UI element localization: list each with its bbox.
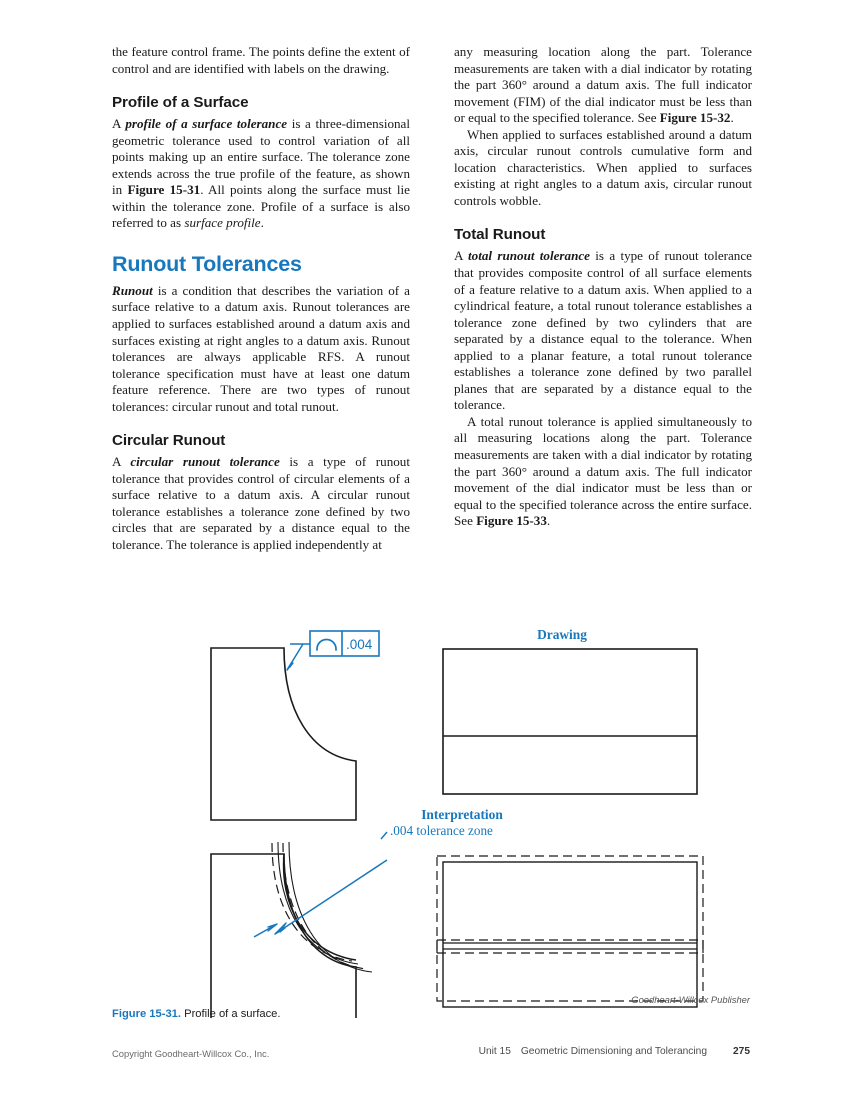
- figure-credit: Goodheart-Willcox Publisher: [631, 994, 750, 1005]
- drawing-side-view: [443, 627, 697, 794]
- text-run: is a three-dimensional geometric tolerance used to control variation of all points making up an entire surface. The tolerance zone extends across the true profile of the feature, as shown in: [112, 116, 411, 198]
- heading-circular-runout: Circular Runout: [112, 432, 226, 450]
- left-column: [112, 44, 410, 554]
- figure-15-31-illustration: [0, 618, 862, 1018]
- figure-reference-15-32: Figure 15-32: [659, 110, 731, 126]
- footer-page-number: 275: [733, 1046, 750, 1057]
- footer-running-head: [479, 1046, 750, 1057]
- heading-runout-tolerances: Runout Tolerances: [112, 251, 302, 276]
- text-run: A: [112, 116, 126, 132]
- text-run: any measuring location along the part. Tolerance measurements are taken with a dial indicator by rotating the part 360° around a datum axis. The full indicator movement (FIM) of the dial indicator must be less than or equal to the specified tolerance. See: [454, 44, 752, 126]
- tolerance-leader-line: [275, 860, 387, 934]
- tolerance-zone-label-tick: [381, 832, 387, 839]
- paragraph-total-runout-applied: [454, 414, 752, 530]
- footer-copyright: Copyright Goodheart-Willcox Co., Inc.: [112, 1048, 270, 1059]
- fcf-tolerance-value: .004: [346, 637, 373, 652]
- paragraph-runout: [112, 283, 410, 415]
- figure-svg: [0, 618, 862, 1018]
- footer-unit: Unit 15: [478, 1046, 511, 1057]
- right-column: [454, 44, 752, 530]
- text-run: . All points along the surface must lie within the tolerance zone. Profile of a surface is also referred to as: [112, 182, 410, 231]
- text-run: A: [112, 454, 131, 470]
- feature-control-frame-group: [287, 631, 379, 670]
- text-run: .: [260, 215, 264, 231]
- part-outline-drawing: [211, 648, 356, 820]
- paragraph-total-runout: [454, 248, 752, 413]
- term-profile-of-a-surface-tolerance: profile of a surface tolerance: [125, 116, 288, 132]
- text-run: A total runout tolerance is applied simultaneously to all measuring locations along the part. Tolerance measurements are taken with a dial indicator by rotating the part 360° around a datum axis. The full indicator movement of the dial indicator must be less than or equal to the specified tolerance across the entire surface. See: [454, 413, 752, 529]
- paragraph-continued-right: [454, 44, 752, 127]
- drawing-side-outline: [443, 649, 697, 794]
- figure-caption-text: Profile of a surface.: [181, 1008, 281, 1020]
- label-drawing: Drawing: [537, 627, 587, 642]
- term-surface-profile: surface profile: [184, 215, 261, 231]
- drawing-front-view: [211, 648, 356, 820]
- text-run: .: [730, 110, 734, 126]
- figure-reference-15-33: Figure 15-33: [476, 513, 547, 529]
- text-run: .: [546, 513, 551, 529]
- label-tolerance-zone: .004 tolerance zone: [390, 823, 493, 838]
- figure-caption: [112, 1008, 281, 1020]
- footer-title: Geometric Dimensioning and Tolerancing: [520, 1046, 707, 1057]
- label-interpretation: Interpretation: [421, 807, 503, 822]
- term-circular-runout-tolerance: circular runout tolerance: [130, 454, 280, 470]
- leader-arrowhead: [287, 662, 293, 670]
- text-run: A: [454, 248, 469, 264]
- interpretation-side-view: [437, 856, 703, 1007]
- figure-reference-15-31: Figure 15-31: [127, 182, 201, 198]
- figure-caption-number: Figure 15-31.: [112, 1008, 182, 1020]
- text-run: is a type of runout tolerance that provides composite control of all surface elements of a feature relative to a datum axis. When applied to a cylindrical feature, a total runout tolerance establishes a tolerance zone defined by two cylinders that are separated by a distance equal to the tolerance. When applied to a planar feature, a total runout tolerance establishes a tolerance zone defined by two parallel planes that are separated by a distance equal to the tolerance.: [454, 248, 752, 413]
- paragraph-continued-left: the feature control frame. The points define the extent of control and are identified with labels on the drawing.: [112, 44, 410, 76]
- text-run: is a condition that describes the variation of a surface relative to a datum axis. Runout tolerances are applied to surfaces established around a datum axis and surfaces existing at right angles to a datum axis. Runout tolerances are always applicable RFS. A runout tolerance specification must have at least one datum feature reference. There are two types of runout tolerances: circular runout and total runout.: [112, 282, 410, 414]
- heading-profile-of-a-surface: Profile of a Surface: [112, 94, 249, 112]
- text-columns: [112, 44, 752, 634]
- interpretation-front-view: [211, 842, 387, 1018]
- paragraph-when-applied: When applied to surfaces established around a datum axis, circular runout controls cumulative form and location characteristics. When applied to surfaces existing at right angles to a datum axis, circular runout controls wobble.: [454, 126, 752, 208]
- text-run: is a type of runout tolerance that provides control of circular elements of a surface relative to a datum axis. A circular runout tolerance establishes a tolerance zone defined by two circles that are separated by a distance equal to the tolerance. The tolerance is applied independently at: [112, 454, 410, 553]
- interpretation-side-outline: [443, 862, 697, 1007]
- interpretation-labels: [381, 807, 503, 839]
- heading-total-runout: Total Runout: [454, 226, 546, 244]
- term-total-runout-tolerance: total runout tolerance: [468, 248, 590, 264]
- paragraph-profile-of-a-surface: [112, 116, 410, 232]
- paragraph-circular-runout: [112, 454, 410, 553]
- term-runout: Runout: [112, 282, 153, 298]
